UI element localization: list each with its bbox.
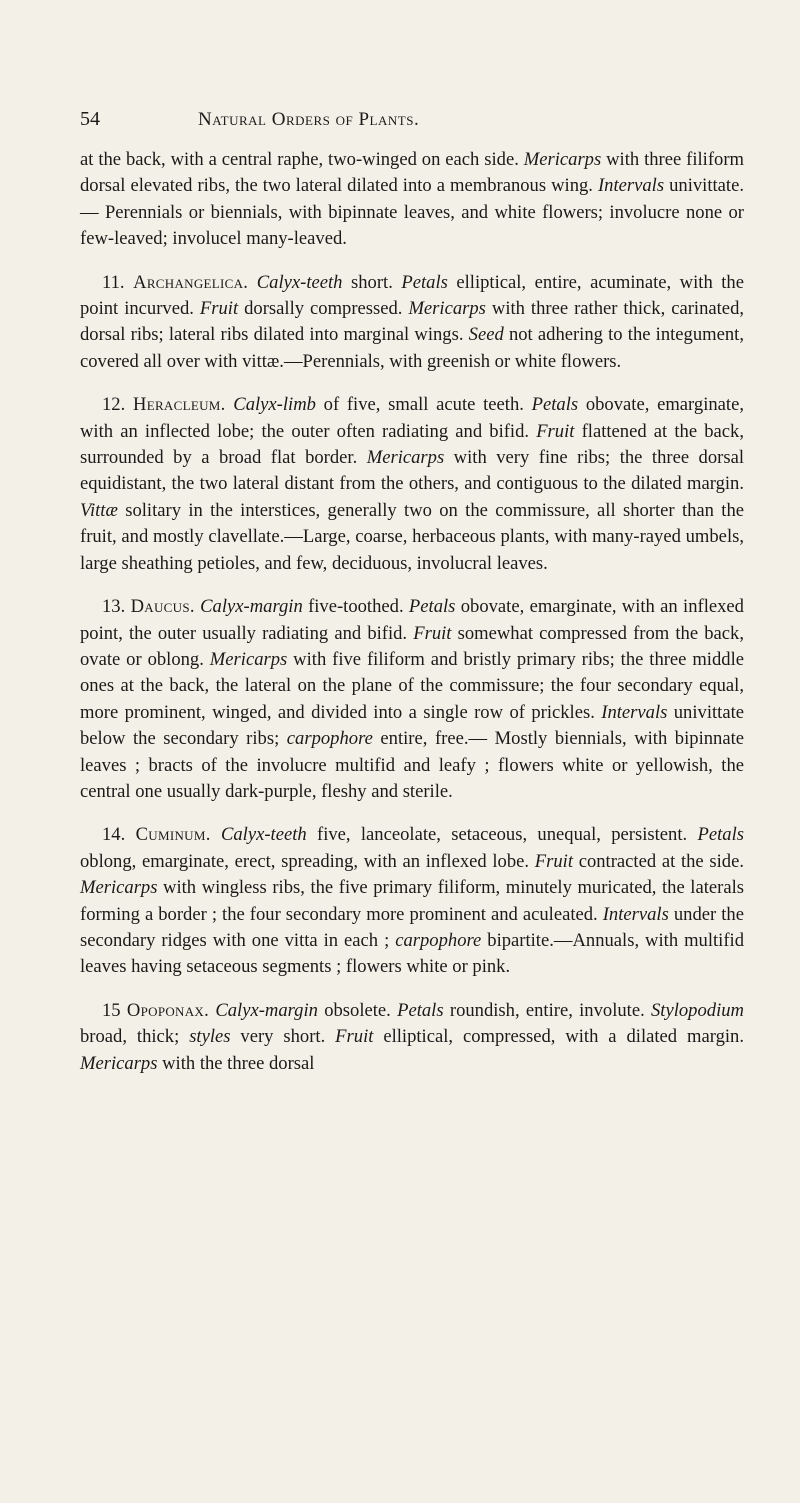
entry-number: 11.: [102, 271, 125, 293]
entry-number: 13.: [102, 596, 126, 618]
entry-cuminum: 14. Cuminum. Calyx-teeth five, lanceolate, setaceous, unequal, persistent. Petals oblong, emarginate, erect, spreading, with an inflexed lobe. Fruit contracted at the side. Mericarps with wingless ribs, the five primary filiform, minutely muricated, the laterals forming a border ; the four secondary more prominent and aculeated. Intervals under the secondary ridges with one vitta in each ; carpophore bipartite.—Annuals, with multifid leaves having setaceous segments ; flowers white or pink.: [80, 824, 744, 978]
genus-name: Daucus.: [130, 596, 195, 618]
page-number: 54: [80, 108, 100, 130]
entry-number: 15: [102, 999, 121, 1021]
genus-name: Opoponax.: [126, 999, 210, 1021]
genus-name: Archangelica.: [133, 271, 249, 293]
entry-archangelica: 11. Archangelica. Calyx-teeth short. Petals elliptical, entire, acuminate, with the point incurved. Fruit dorsally compressed. Mericarps with three rather thick, carinated, dorsal ribs; lateral ribs dilated into marginal wings. Seed not adhering to the integument, covered all over with vittæ.—Perennials, with greenish or white flowers.: [80, 271, 745, 372]
genus-name: Cuminum.: [135, 824, 211, 846]
running-title: Natural Orders of Plants.: [198, 109, 420, 130]
entry-number: 14.: [102, 824, 126, 846]
genus-name: Heracleum.: [132, 394, 226, 416]
continuation-paragraph: at the back, with a central raphe, two-winged on each side. Mericarps with three filiform dorsal elevated ribs, the two lateral dilated into a membranous wing. Intervals univittate. — Perennials or biennials, with bipinnate leaves, and white flowers; involucre none or few-leaved; involucel many-leaved.: [80, 149, 744, 250]
entry-number: 12.: [102, 394, 126, 416]
entry-heracleum: 12. Heracleum. Calyx-limb of five, small acute teeth. Petals obovate, emarginate, with an inflected lobe; the outer often radiating and bifid. Fruit flattened at the back, surrounded by a broad flat border. Mericarps with very fine ribs; the three dorsal equidistant, the two lateral distant from the others, and contiguous to the dilated margin. Vittæ solitary in the interstices, generally two on the commissure, all shorter than the fruit, and mostly clavellate.—Large, coarse, herbaceous plants, with many-rayed umbels, large sheathing petioles, and few, deciduous, involucral leaves.: [80, 394, 744, 574]
entry-opoponax: 15 Opoponax. Calyx-margin obsolete. Petals roundish, entire, involute. Stylopodium broad, thick; styles very short. Fruit elliptical, compressed, with a dilated margin. Mericarps with the three dorsal: [80, 999, 744, 1074]
entry-daucus: 13. Daucus. Calyx-margin five-toothed. Petals obovate, emarginate, with an inflexed point, the outer usually radiating and bifid. Fruit somewhat compressed from the back, ovate or oblong. Mericarps with five filiform and bristly primary ribs; the three middle ones at the back, the lateral on the plane of the commissure; the four secondary equal, more prominent, winged, and divided into a single row of prickles. Intervals univittate below the secondary ribs; carpophore entire, free.— Mostly biennials, with bipinnate leaves ; bracts of the involucre multifid and leafy ; flowers white or yellowish, the central one usually dark-purple, fleshy and sterile.: [80, 596, 745, 802]
running-head: [80, 108, 744, 131]
